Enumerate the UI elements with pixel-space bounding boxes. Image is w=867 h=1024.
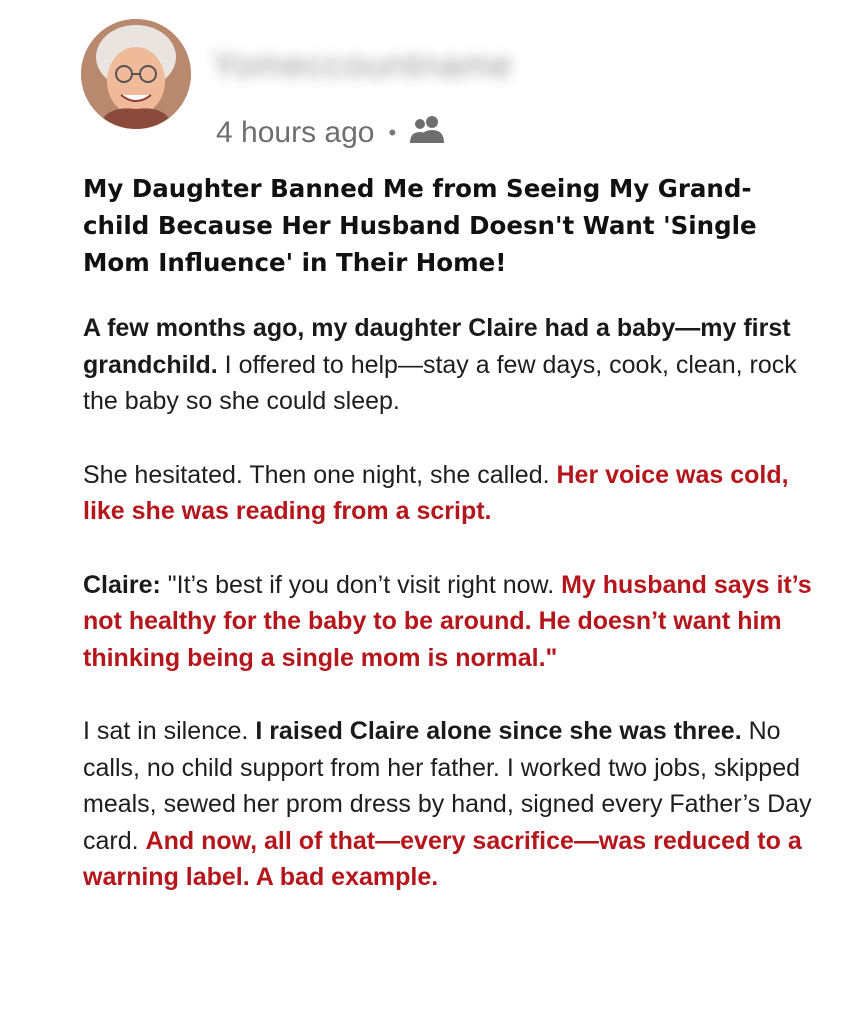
post-time[interactable]: 4 hours ago xyxy=(216,116,375,149)
p4-bold: I raised Claire alone since she was three. xyxy=(255,717,742,745)
p3-speaker: Claire: xyxy=(83,570,161,599)
paragraph-4 xyxy=(83,713,823,896)
p2-red: Her voice was cold, like she was reading from a script. xyxy=(83,460,789,525)
p4-red: And now, all of that—every sacrifice—was reduced to a warning label. A bad example. xyxy=(83,826,802,891)
p3-red: My husband says it’s not healthy for the baby to be around. He doesn’t want him thinking being a single mom is normal." xyxy=(83,570,812,672)
post-meta xyxy=(216,114,446,152)
p3-text: "It’s best if you don’t visit right now. xyxy=(160,570,562,599)
p4-text1: I sat in silence. xyxy=(83,717,256,745)
meta-separator: • xyxy=(388,120,397,145)
paragraph-3 xyxy=(83,567,823,677)
friends-icon[interactable] xyxy=(408,114,446,152)
post-title: My Daughter Banned Me from Seeing My Grand-child Because Her Husband Doesn't Want 'Single Mom Influence' in Their Home! xyxy=(83,174,757,277)
p1-text: I offered to help—stay a few days, cook, clean, rock the baby so she could sleep. xyxy=(83,350,797,415)
post-body xyxy=(83,310,823,933)
p2-text: She hesitated. Then one night, she called. xyxy=(83,460,557,489)
p1-bold: A few months ago, my daughter Claire had a baby—my first grandchild. xyxy=(83,314,791,379)
avatar[interactable] xyxy=(81,19,191,129)
p4-text2: No calls, no child support from her father. I worked two jobs, skipped meals, sewed her prom dress by hand, signed every Father’s Day card. xyxy=(83,717,812,855)
paragraph-1 xyxy=(83,310,823,420)
author-name[interactable]: Yomeccountname xyxy=(212,44,513,85)
paragraph-2 xyxy=(83,457,823,530)
